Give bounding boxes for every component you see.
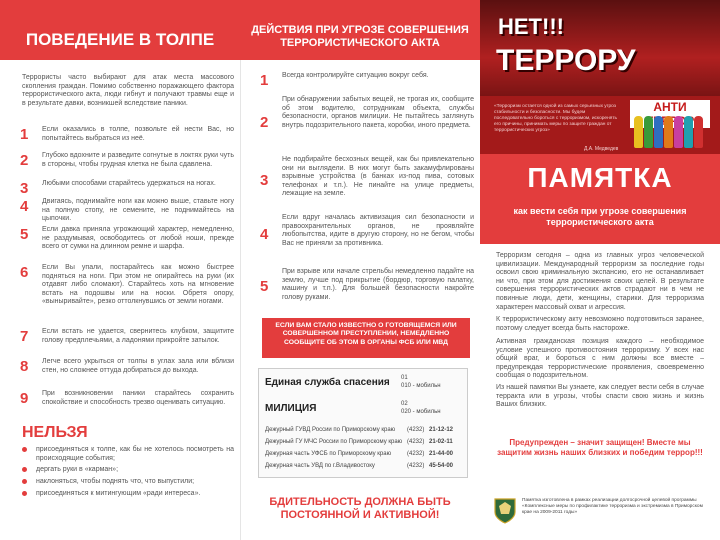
forbidden-text: наклоняться, чтобы поднять что, что выпустили; [36,478,195,485]
list-item [20,264,234,322]
memo-title: ПАМЯТКА [527,162,673,193]
item-text: Легче всего укрыться от толпы в углах зала или вблизи стен, но сложнее оттуда добираться до выхода. [42,358,234,374]
item-number: 9 [20,390,29,407]
phone-label: Дежурный ГУ МЧС России по Приморскому краю [265,439,403,445]
bullet-icon [22,491,27,496]
panel-crowd-behavior [0,0,240,540]
item-text: Всегда контролируйте ситуацию вокруг себя. [282,72,429,79]
list-item [20,358,234,386]
phone-number: 45-54-00 [429,463,454,469]
item-text: Если оказались в толпе, позвольте ей нести Вас, но попытайтесь выбраться из неё. [42,126,234,142]
item-text: Если встать не удается, свернитесь клубком, защитите голову предплечьями, а ладонями прикройте затылок. [42,328,234,344]
list-item [260,268,474,314]
emergency-phones-table [258,368,468,478]
item-number: 7 [20,328,29,345]
memo-subtitle: как вести себя при угрозе совершения террористического акта [513,206,687,227]
logo-line-2: ТЕРРОРУ [496,44,636,77]
cover-paragraph-1: Терроризм сегодня – одна из главных угроз человеческой цивилизации. Международный терроризм за последние годы освоил свою криминальную экспансию, его не останавливает ни что, при этом для достижения своих целей. В результате совершения террористических актов страдают ни в чем не повинные люди, дети, женщины, старики. Для терроризма характерен массовый охват и агрессия. [496,252,704,311]
rescue-label: Единая служба спасения [265,377,390,388]
list-item [260,156,474,212]
coat-of-arms-icon [494,498,516,524]
bullet-icon [22,479,27,484]
rescue-number: 01 [401,375,408,381]
item-text: Если Вы упали, постарайтесь как можно быстрее подняться на ноги. При этом не опирайтесь на руки (их отдавят либо сломают). Старайтесь хоть на мгновение встать на подошвы или на носки. Обретя опору, «выныривайте», резко оттолкнувшись от земли ногами. [42,264,234,306]
panel2-title: ДЕЙСТВИЯ ПРИ УГРОЗЕ СОВЕРШЕНИЯ ТЕРРОРИСТИЧЕСКОГО АКТА [240,0,480,60]
list-item [260,72,474,89]
item-text: Двигаясь, поднимайте ноги как можно выше, ставьте ногу на полную стопу, не семените, не поднимайтесь на цыпочки. [42,198,234,223]
forbidden-item [22,478,234,488]
item-number: 6 [20,264,29,281]
phone-number: 21-12-12 [429,427,454,433]
bullet-icon [22,447,27,452]
panel1-intro: Террористы часто выбирают для атак места массового скопления граждан. Помимо собственно поражающего фактора террористического акта, люди гибнут и получают травмы еще и в результате давки, возникшей вследствие паники. [22,74,234,107]
item-number: 1 [260,72,269,89]
list-item [20,152,234,176]
forbidden-text: присоединяться к толпе, как бы не хотелось посмотреть на происходящие события; [36,446,234,462]
forbidden-item [22,466,234,476]
item-number: 8 [20,358,29,375]
item-text: При обнаружении забытых вещей, не трогая их, сообщите об этом водителю, сотрудникам объекта, службы безопасности, органов милиции. Не пытайтесь заглянуть внутрь подозрительного пакета, коробки, иного предмета. [282,96,474,129]
warning-slogan: Предупрежден – значит защищен! Вместе мы защитим жизнь наших близких и победим террор!!! [497,438,703,457]
item-number: 4 [260,226,269,243]
list-item [20,126,234,150]
forbidden-item [22,490,234,500]
police-label: МИЛИЦИЯ [265,403,317,414]
phone-label: Дежурный ГУВД России по Приморскому краю [265,427,396,433]
forbidden-text: дергать руки в «карман»; [36,466,119,473]
quote-text: «Терроризм остается одной из самых серьезных угроз стабильности и безопасности. Мы будем последовательно бороться с терроризмом, искоренять его причины, принимать меры по защите граждан от террористических угроз» [494,104,618,133]
phone-number: 21-44-00 [429,451,454,457]
item-number: 2 [260,114,269,131]
item-number: 2 [20,152,29,169]
item-number: 3 [260,172,269,189]
item-number: 4 [20,198,29,215]
vigilance-slogan: БДИТЕЛЬНОСТЬ ДОЛЖНА БЫТЬ ПОСТОЯННОЙ И АКТИВНОЙ! [269,496,451,521]
logo-line-1: НЕТ!!! [498,14,564,39]
list-item [20,226,234,262]
quote-author: Д.А. Медведев [584,146,619,152]
police-mobile: 020 - мобильн [401,409,441,415]
panel1-title: ПОВЕДЕНИЕ В ТОЛПЕ [0,0,240,60]
list-item [260,96,474,158]
item-text: Любыми способами старайтесь удержаться на ногах. [42,180,216,187]
phone-code: (4232) [407,439,425,445]
list-item [20,198,234,222]
item-number: 1 [20,126,29,143]
antiterror-logo [630,100,710,150]
cover-paragraph-3: Активная гражданская позиция каждого – необходимое условие успешного противостояния терроризму. У всех нас общий враг, и бороться с ним должны все вместе – предупреждая террористические проявления, своевременно сообщая о подозрительном. [496,338,704,380]
no-terror-logo [494,14,644,90]
phone-number: 21-02-11 [429,439,453,445]
forbidden-text: присоединяться к митингующим «ради интереса». [36,490,201,497]
list-item [260,214,474,262]
item-text: Глубоко вдохните и разведите согнутые в локтях руки чуть в стороны, чтобы грудная клетка не была сдавлена. [42,152,234,168]
antiterror-logo-text: АНТИ [630,100,710,128]
item-number: 5 [260,278,269,295]
phone-code: (4232) [407,427,425,433]
phone-label: Дежурная часть УФСБ по Приморскому краю [265,451,392,457]
bullet-icon [22,467,27,472]
item-number: 3 [20,180,29,197]
memo-header [480,154,720,244]
forbidden-title: НЕЛЬЗЯ [22,424,88,441]
forbidden-item [22,446,234,464]
cover-paragraph-2: К террористическому акту невозможно подготовиться заранее, поэтому следует всегда быть настороже. [496,316,704,332]
report-alert-banner: ЕСЛИ ВАМ СТАЛО ИЗВЕСТНО О ГОТОВЯЩЕМСЯ ИЛИ СОВЕРШЕННОМ ПРЕСТУПЛЕНИИ, НЕМЕДЛЕННО СООБЩИТЕ ОБ ЭТОМ В ОРГАНЫ ФСБ ИЛИ МВД [262,318,470,358]
item-text: При возникновении паники старайтесь сохранить спокойствие и способность трезво оценивать ситуацию. [42,390,234,406]
list-item [20,390,234,418]
item-text: Если давка приняла угрожающий характер, немедленно, не раздумывая, освободитесь от любой ноши, прежде всего от сумки на длинном ремне и шарфа. [42,226,234,251]
hero-banner [480,0,720,96]
phone-label: Дежурная часть УВД по г.Владивостоку [265,463,375,469]
item-text: Не подбирайте бесхозных вещей, как бы привлекательно они ни выглядели. В них могут быть закамуфлированы взрывные устройства (в банках из-под пива, сотовых телефонах и т.п.). Не пинайте на улице предметы, лежащие на земле. [282,156,474,198]
list-item [20,328,234,356]
footer-note: Памятка изготовлена в рамках реализации долгосрочной целевой программы «Комплексные меры по профилактике терроризма и экстремизма в Приморском крае на 2009-2011 годы» [522,498,703,516]
phone-code: (4232) [407,451,425,457]
phone-code: (4232) [407,463,425,469]
item-text: При взрыве или начале стрельбы немедленно падайте на землю, лучше под прикрытие (бордюр, торговую палатку, машину и т.п.). Для большей безопасности накройте голову руками. [282,268,474,301]
people-figures-icon [634,116,706,148]
item-number: 5 [20,226,29,243]
rescue-mobile: 010 - мобильн [401,383,441,389]
item-text: Если вдруг началась активизация сил безопасности и правоохранительных органов, не проявляйте любопытства, идите в другую сторону, но не бегом, чтобы Вас не приняли за противника. [282,214,474,247]
cover-paragraph-4: Из нашей памятки Вы узнаете, как следует вести себя в случае терракта или в угрозы, чтобы спасти свою жизнь и жизнь Ваших близких. [496,384,704,409]
police-number: 02 [401,401,408,407]
